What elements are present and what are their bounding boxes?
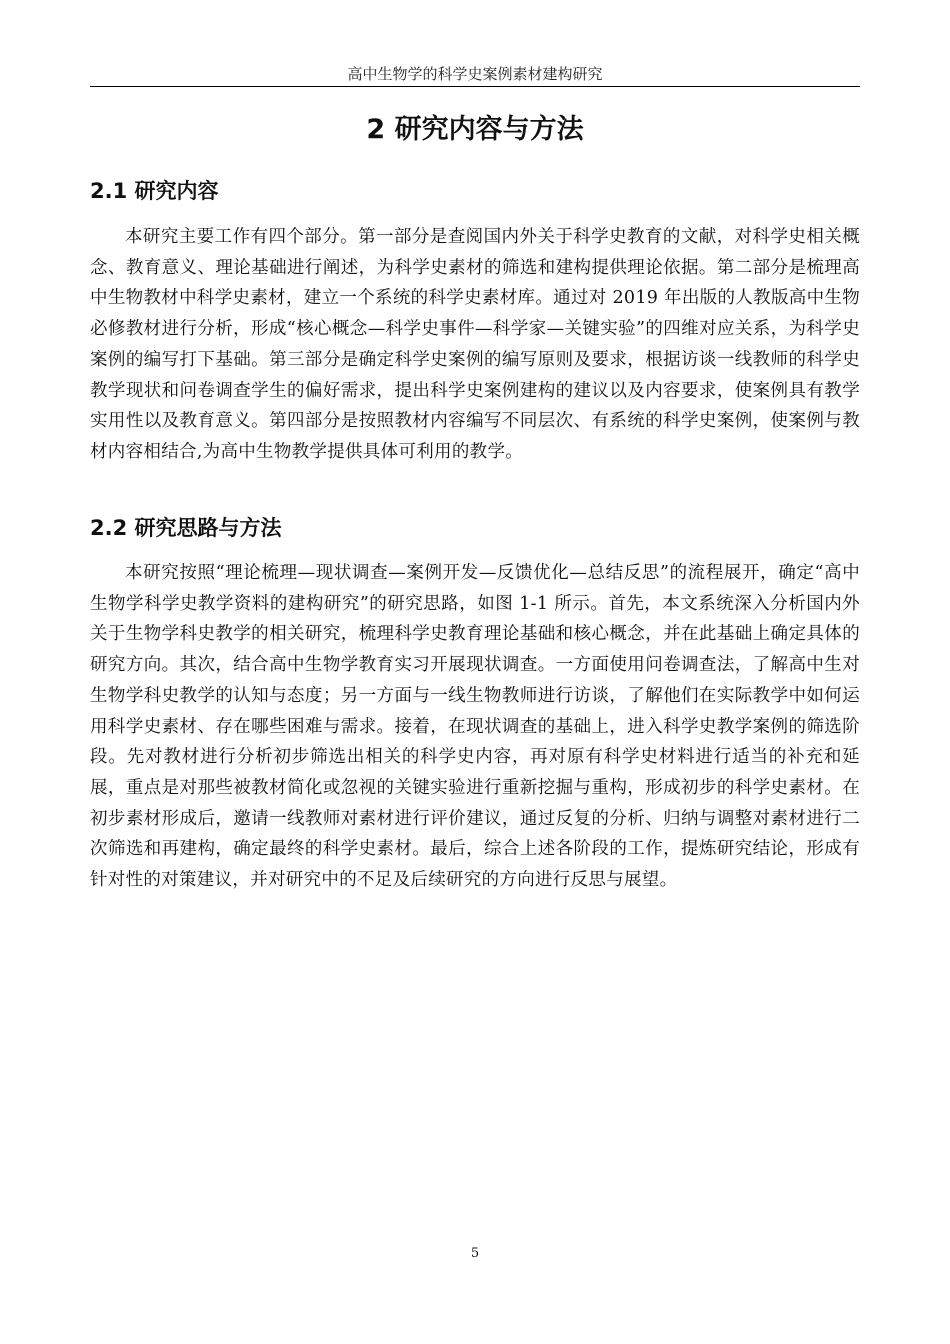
section-heading-research-approach: 2.2 研究思路与方法 xyxy=(90,516,282,540)
paragraph-research-approach: 本研究按照“理论梳理—现状调查—案例开发—反馈优化—总结反思”的流程展开，确定“高中生物学科学史教学资料的建构研究”的研究思路，如图 1-1 所示。首先，本文系统深入分析国内外关于生物学科史教学的相关研究，梳理科学史教育理论基础和核心概念，并在此基础上确定具体的研究方向。其次，结合高中生物学教育实习开展现状调查。一方面使用问卷调查法，了解高中生对生物学科史教学的认知与态度；另一方面与一线生物教师进行访谈，了解他们在实际教学中如何运用科学史素材、存在哪些困难与需求。接着，在现状调查的基础上，进入科学史教学案例的筛选阶段。先对教材进行分析初步筛选出相关的科学史内容，再对原有科学史材料进行适当的补充和延展，重点是对那些被教材简化或忽视的关键实验进行重新挖掘与重构，形成初步的科学史素材。在初步素材形成后，邀请一线教师对素材进行评价建议，通过反复的分析、归纳与调整对素材进行二次筛选和再建构，确定最终的科学史素材。最后，综合上述各阶段的工作，提炼研究结论，形成有针对性的对策建议，并对研究中的不足及后续研究的方向进行反思与展望。 xyxy=(90,563,860,891)
page-number: 5 xyxy=(470,1246,480,1261)
section-heading-research-content: 2.1 研究内容 xyxy=(90,179,219,203)
running-header: 高中生物学的科学史案例素材建构研究 xyxy=(347,65,603,83)
paragraph-research-content: 本研究主要工作有四个部分。第一部分是查阅国内外关于科学史教育的文献，对科学史相关概念、教育意义、理论基础进行阐述，为科学史素材的筛选和建构提供理论依据。第二部分是梳理高中生物教材中科学史素材，建立一个系统的科学史素材库。通过对 2019 年出版的人教版高中生物必修教材进行分析，形成“核心概念—科学史事件—科学家—关键实验”的四维对应关系，为科学史案例的编写打下基础。第三部分是确定科学史案例的编写原则及要求，根据访谈一线教师的科学史教学现状和问卷调查学生的偏好需求，提出科学史案例建构的建议以及内容要求，使案例具有教学实用性以及教育意义。第四部分是按照教材内容编写不同层次、有系统的科学史案例，使案例与教材内容相结合,为高中生物教学提供具体可利用的教学。 xyxy=(90,227,860,462)
chapter-title: 2 研究内容与方法 xyxy=(366,114,584,145)
header-rule xyxy=(90,86,860,87)
